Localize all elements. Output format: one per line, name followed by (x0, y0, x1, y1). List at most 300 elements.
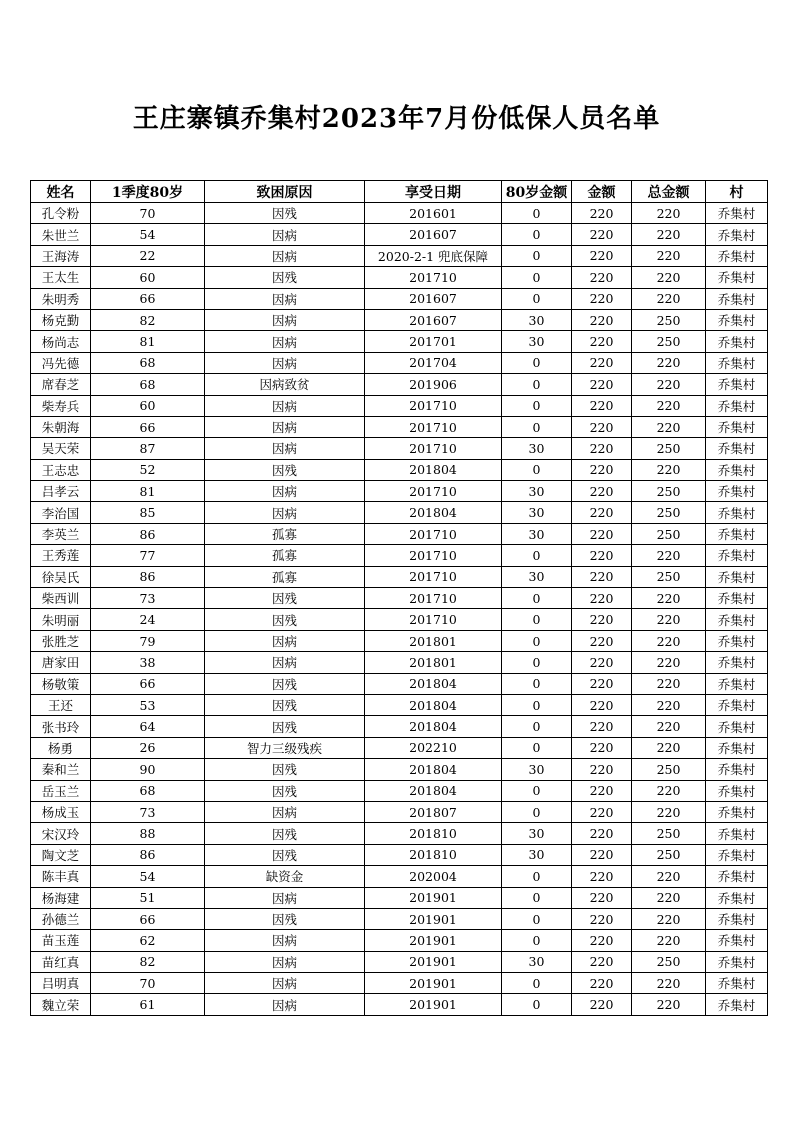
name-cell: 张胜芝 (31, 630, 91, 651)
age-cell: 70 (91, 973, 205, 994)
table-row (31, 973, 768, 994)
table-row (31, 844, 768, 865)
total-cell: 220 (632, 588, 706, 609)
total-cell: 220 (632, 267, 706, 288)
reason-cell: 因残 (205, 759, 365, 780)
table-row (31, 416, 768, 437)
table-body (31, 203, 768, 1016)
start-date-cell: 201901 (365, 908, 502, 929)
name-cell: 杨敬策 (31, 673, 91, 694)
age-cell: 64 (91, 716, 205, 737)
amount-cell: 220 (572, 844, 632, 865)
age-cell: 68 (91, 352, 205, 373)
table-row (31, 267, 768, 288)
reason-cell: 因病 (205, 652, 365, 673)
village-cell: 乔集村 (706, 609, 768, 630)
amount-cell: 220 (572, 823, 632, 844)
total-cell: 250 (632, 309, 706, 330)
start-date-cell: 201607 (365, 288, 502, 309)
age-cell: 52 (91, 459, 205, 480)
elderly-amount-cell: 0 (502, 609, 572, 630)
table-row (31, 866, 768, 887)
total-cell: 220 (632, 545, 706, 566)
amount-cell: 220 (572, 716, 632, 737)
village-cell: 乔集村 (706, 224, 768, 245)
name-cell: 杨勇 (31, 737, 91, 758)
elderly-amount-cell: 0 (502, 395, 572, 416)
age-cell: 82 (91, 309, 205, 330)
elderly-amount-cell: 0 (502, 652, 572, 673)
reason-cell: 因病 (205, 481, 365, 502)
name-cell: 唐家田 (31, 652, 91, 673)
name-cell: 李治国 (31, 502, 91, 523)
start-date-cell: 201810 (365, 844, 502, 865)
amount-cell: 220 (572, 416, 632, 437)
village-cell: 乔集村 (706, 652, 768, 673)
table-row (31, 801, 768, 822)
age-cell: 60 (91, 395, 205, 416)
village-cell: 乔集村 (706, 737, 768, 758)
start-date-cell: 201801 (365, 652, 502, 673)
village-cell: 乔集村 (706, 331, 768, 352)
age-cell: 54 (91, 866, 205, 887)
amount-cell: 220 (572, 673, 632, 694)
start-date-cell: 201607 (365, 224, 502, 245)
total-cell: 220 (632, 416, 706, 437)
name-cell: 苗玉莲 (31, 930, 91, 951)
reason-cell: 孤寡 (205, 545, 365, 566)
start-date-cell: 202210 (365, 737, 502, 758)
total-cell: 250 (632, 759, 706, 780)
column-header-age: 1季度80岁 (91, 181, 205, 203)
age-cell: 77 (91, 545, 205, 566)
start-date-cell: 201804 (365, 459, 502, 480)
start-date-cell: 201601 (365, 203, 502, 224)
age-cell: 87 (91, 438, 205, 459)
elderly-amount-cell: 0 (502, 673, 572, 694)
table-row (31, 481, 768, 502)
reason-cell: 因病 (205, 309, 365, 330)
total-cell: 250 (632, 481, 706, 502)
name-cell: 冯先德 (31, 352, 91, 373)
start-date-cell: 2020-2-1 兜底保障 (365, 245, 502, 266)
village-cell: 乔集村 (706, 459, 768, 480)
amount-cell: 220 (572, 224, 632, 245)
village-cell: 乔集村 (706, 245, 768, 266)
total-cell: 220 (632, 224, 706, 245)
start-date-cell: 201810 (365, 823, 502, 844)
reason-cell: 因病 (205, 288, 365, 309)
name-cell: 魏立荣 (31, 994, 91, 1015)
elderly-amount-cell: 0 (502, 352, 572, 373)
village-cell: 乔集村 (706, 438, 768, 459)
name-cell: 王秀莲 (31, 545, 91, 566)
amount-cell: 220 (572, 973, 632, 994)
reason-cell: 因病 (205, 951, 365, 972)
table-row (31, 673, 768, 694)
village-cell: 乔集村 (706, 887, 768, 908)
start-date-cell: 201901 (365, 973, 502, 994)
name-cell: 杨克勤 (31, 309, 91, 330)
name-cell: 王还 (31, 694, 91, 715)
village-cell: 乔集村 (706, 673, 768, 694)
amount-cell: 220 (572, 866, 632, 887)
village-cell: 乔集村 (706, 930, 768, 951)
total-cell: 220 (632, 908, 706, 929)
age-cell: 66 (91, 288, 205, 309)
elderly-amount-cell: 0 (502, 801, 572, 822)
age-cell: 68 (91, 374, 205, 395)
table-row (31, 224, 768, 245)
village-cell: 乔集村 (706, 374, 768, 395)
start-date-cell: 201710 (365, 588, 502, 609)
reason-cell: 因病 (205, 994, 365, 1015)
age-cell: 54 (91, 224, 205, 245)
village-cell: 乔集村 (706, 267, 768, 288)
elderly-amount-cell: 0 (502, 245, 572, 266)
table-row (31, 652, 768, 673)
elderly-amount-cell: 0 (502, 416, 572, 437)
reason-cell: 因残 (205, 203, 365, 224)
table-row (31, 566, 768, 587)
name-cell: 陶文芝 (31, 844, 91, 865)
village-cell: 乔集村 (706, 908, 768, 929)
amount-cell: 220 (572, 609, 632, 630)
elderly-amount-cell: 30 (502, 759, 572, 780)
name-cell: 杨海建 (31, 887, 91, 908)
table-row (31, 737, 768, 758)
amount-cell: 220 (572, 203, 632, 224)
village-cell: 乔集村 (706, 288, 768, 309)
amount-cell: 220 (572, 288, 632, 309)
reason-cell: 因病 (205, 352, 365, 373)
name-cell: 吴天荣 (31, 438, 91, 459)
total-cell: 220 (632, 652, 706, 673)
name-cell: 秦和兰 (31, 759, 91, 780)
start-date-cell: 202004 (365, 866, 502, 887)
amount-cell: 220 (572, 694, 632, 715)
start-date-cell: 201710 (365, 438, 502, 459)
elderly-amount-cell: 0 (502, 374, 572, 395)
table-row (31, 823, 768, 844)
age-cell: 53 (91, 694, 205, 715)
total-cell: 220 (632, 737, 706, 758)
elderly-amount-cell: 0 (502, 694, 572, 715)
total-cell: 220 (632, 245, 706, 266)
elderly-amount-cell: 0 (502, 203, 572, 224)
table-row (31, 502, 768, 523)
name-cell: 王太生 (31, 267, 91, 288)
table-row (31, 908, 768, 929)
table-row (31, 759, 768, 780)
age-cell: 79 (91, 630, 205, 651)
total-cell: 250 (632, 502, 706, 523)
table-row (31, 887, 768, 908)
name-cell: 李英兰 (31, 523, 91, 544)
start-date-cell: 201901 (365, 930, 502, 951)
village-cell: 乔集村 (706, 866, 768, 887)
start-date-cell: 201701 (365, 331, 502, 352)
age-cell: 86 (91, 566, 205, 587)
name-cell: 朱明丽 (31, 609, 91, 630)
amount-cell: 220 (572, 652, 632, 673)
reason-cell: 缺资金 (205, 866, 365, 887)
reason-cell: 智力三级残疾 (205, 737, 365, 758)
amount-cell: 220 (572, 759, 632, 780)
age-cell: 81 (91, 331, 205, 352)
reason-cell: 因残 (205, 823, 365, 844)
start-date-cell: 201804 (365, 673, 502, 694)
elderly-amount-cell: 30 (502, 844, 572, 865)
start-date-cell: 201804 (365, 694, 502, 715)
amount-cell: 220 (572, 331, 632, 352)
start-date-cell: 201901 (365, 951, 502, 972)
table-row (31, 588, 768, 609)
age-cell: 70 (91, 203, 205, 224)
age-cell: 85 (91, 502, 205, 523)
village-cell: 乔集村 (706, 588, 768, 609)
age-cell: 68 (91, 780, 205, 801)
reason-cell: 因残 (205, 459, 365, 480)
name-cell: 柴寿兵 (31, 395, 91, 416)
name-cell: 朱朝海 (31, 416, 91, 437)
reason-cell: 因病 (205, 630, 365, 651)
total-cell: 220 (632, 994, 706, 1015)
table-row (31, 545, 768, 566)
start-date-cell: 201710 (365, 395, 502, 416)
start-date-cell: 201710 (365, 545, 502, 566)
age-cell: 24 (91, 609, 205, 630)
reason-cell: 因病 (205, 973, 365, 994)
name-cell: 吕明真 (31, 973, 91, 994)
table-row (31, 374, 768, 395)
amount-cell: 220 (572, 267, 632, 288)
village-cell: 乔集村 (706, 780, 768, 801)
total-cell: 220 (632, 374, 706, 395)
table-row (31, 331, 768, 352)
start-date-cell: 201807 (365, 801, 502, 822)
amount-cell: 220 (572, 566, 632, 587)
elderly-amount-cell: 0 (502, 588, 572, 609)
village-cell: 乔集村 (706, 630, 768, 651)
reason-cell: 因病 (205, 438, 365, 459)
total-cell: 220 (632, 609, 706, 630)
elderly-amount-cell: 0 (502, 737, 572, 758)
column-header-reason: 致困原因 (205, 181, 365, 203)
reason-cell: 因病 (205, 887, 365, 908)
elderly-amount-cell: 0 (502, 780, 572, 801)
name-cell: 席春芝 (31, 374, 91, 395)
amount-cell: 220 (572, 459, 632, 480)
total-cell: 220 (632, 203, 706, 224)
reason-cell: 因残 (205, 716, 365, 737)
village-cell: 乔集村 (706, 716, 768, 737)
amount-cell: 220 (572, 245, 632, 266)
amount-cell: 220 (572, 352, 632, 373)
table-row (31, 780, 768, 801)
reason-cell: 因残 (205, 908, 365, 929)
elderly-amount-cell: 0 (502, 288, 572, 309)
table-row (31, 716, 768, 737)
start-date-cell: 201710 (365, 609, 502, 630)
elderly-amount-cell: 30 (502, 502, 572, 523)
name-cell: 杨尚志 (31, 331, 91, 352)
table-row (31, 694, 768, 715)
age-cell: 38 (91, 652, 205, 673)
village-cell: 乔集村 (706, 801, 768, 822)
name-cell: 柴西训 (31, 588, 91, 609)
age-cell: 26 (91, 737, 205, 758)
age-cell: 51 (91, 887, 205, 908)
column-header-start-date: 享受日期 (365, 181, 502, 203)
amount-cell: 220 (572, 502, 632, 523)
amount-cell: 220 (572, 481, 632, 502)
age-cell: 82 (91, 951, 205, 972)
village-cell: 乔集村 (706, 502, 768, 523)
age-cell: 73 (91, 588, 205, 609)
table-row (31, 459, 768, 480)
reason-cell: 因病 (205, 502, 365, 523)
elderly-amount-cell: 30 (502, 481, 572, 502)
reason-cell: 因病 (205, 416, 365, 437)
age-cell: 61 (91, 994, 205, 1015)
start-date-cell: 201804 (365, 759, 502, 780)
village-cell: 乔集村 (706, 694, 768, 715)
name-cell: 孙德兰 (31, 908, 91, 929)
elderly-amount-cell: 30 (502, 566, 572, 587)
amount-cell: 220 (572, 588, 632, 609)
start-date-cell: 201906 (365, 374, 502, 395)
age-cell: 60 (91, 267, 205, 288)
reason-cell: 因病 (205, 245, 365, 266)
reason-cell: 孤寡 (205, 566, 365, 587)
total-cell: 250 (632, 523, 706, 544)
name-cell: 孔令粉 (31, 203, 91, 224)
total-cell: 220 (632, 973, 706, 994)
name-cell: 岳玉兰 (31, 780, 91, 801)
total-cell: 220 (632, 673, 706, 694)
reason-cell: 因残 (205, 267, 365, 288)
reason-cell: 孤寡 (205, 523, 365, 544)
amount-cell: 220 (572, 737, 632, 758)
name-cell: 朱明秀 (31, 288, 91, 309)
village-cell: 乔集村 (706, 759, 768, 780)
name-cell: 杨成玉 (31, 801, 91, 822)
age-cell: 66 (91, 416, 205, 437)
name-cell: 苗红真 (31, 951, 91, 972)
age-cell: 90 (91, 759, 205, 780)
age-cell: 66 (91, 908, 205, 929)
elderly-amount-cell: 0 (502, 630, 572, 651)
age-cell: 73 (91, 801, 205, 822)
amount-cell: 220 (572, 801, 632, 822)
table-row (31, 309, 768, 330)
column-header-amount: 金额 (572, 181, 632, 203)
name-cell: 张书玲 (31, 716, 91, 737)
age-cell: 81 (91, 481, 205, 502)
start-date-cell: 201901 (365, 994, 502, 1015)
elderly-amount-cell: 30 (502, 823, 572, 844)
village-cell: 乔集村 (706, 203, 768, 224)
total-cell: 220 (632, 887, 706, 908)
total-cell: 220 (632, 352, 706, 373)
elderly-amount-cell: 0 (502, 459, 572, 480)
reason-cell: 因残 (205, 780, 365, 801)
village-cell: 乔集村 (706, 566, 768, 587)
village-cell: 乔集村 (706, 481, 768, 502)
total-cell: 220 (632, 866, 706, 887)
amount-cell: 220 (572, 780, 632, 801)
amount-cell: 220 (572, 630, 632, 651)
total-cell: 220 (632, 395, 706, 416)
village-cell: 乔集村 (706, 844, 768, 865)
amount-cell: 220 (572, 395, 632, 416)
total-cell: 220 (632, 459, 706, 480)
total-cell: 250 (632, 331, 706, 352)
column-header-elderly-amount: 80岁金额 (502, 181, 572, 203)
start-date-cell: 201804 (365, 780, 502, 801)
amount-cell: 220 (572, 951, 632, 972)
total-cell: 220 (632, 930, 706, 951)
amount-cell: 220 (572, 523, 632, 544)
age-cell: 62 (91, 930, 205, 951)
elderly-amount-cell: 30 (502, 309, 572, 330)
reason-cell: 因病致贫 (205, 374, 365, 395)
total-cell: 250 (632, 951, 706, 972)
table-row (31, 609, 768, 630)
page-title: 王庄寨镇乔集村2023年7月份低保人员名单 (132, 104, 661, 134)
elderly-amount-cell: 0 (502, 224, 572, 245)
age-cell: 22 (91, 245, 205, 266)
total-cell: 220 (632, 801, 706, 822)
table-row (31, 523, 768, 544)
name-cell: 陈丰真 (31, 866, 91, 887)
elderly-amount-cell: 30 (502, 951, 572, 972)
total-cell: 220 (632, 694, 706, 715)
start-date-cell: 201704 (365, 352, 502, 373)
amount-cell: 220 (572, 545, 632, 566)
elderly-amount-cell: 0 (502, 908, 572, 929)
reason-cell: 因残 (205, 588, 365, 609)
total-cell: 250 (632, 566, 706, 587)
amount-cell: 220 (572, 438, 632, 459)
total-cell: 220 (632, 630, 706, 651)
village-cell: 乔集村 (706, 951, 768, 972)
elderly-amount-cell: 30 (502, 331, 572, 352)
column-header-village: 村 (706, 181, 768, 203)
village-cell: 乔集村 (706, 523, 768, 544)
elderly-amount-cell: 30 (502, 523, 572, 544)
elderly-amount-cell: 0 (502, 930, 572, 951)
name-cell: 王志忠 (31, 459, 91, 480)
elderly-amount-cell: 0 (502, 866, 572, 887)
start-date-cell: 201801 (365, 630, 502, 651)
table-row (31, 288, 768, 309)
reason-cell: 因病 (205, 224, 365, 245)
table-row (31, 930, 768, 951)
total-cell: 250 (632, 438, 706, 459)
elderly-amount-cell: 0 (502, 973, 572, 994)
village-cell: 乔集村 (706, 823, 768, 844)
village-cell: 乔集村 (706, 545, 768, 566)
reason-cell: 因病 (205, 395, 365, 416)
start-date-cell: 201710 (365, 566, 502, 587)
reason-cell: 因病 (205, 930, 365, 951)
start-date-cell: 201607 (365, 309, 502, 330)
age-cell: 88 (91, 823, 205, 844)
amount-cell: 220 (572, 374, 632, 395)
start-date-cell: 201710 (365, 523, 502, 544)
